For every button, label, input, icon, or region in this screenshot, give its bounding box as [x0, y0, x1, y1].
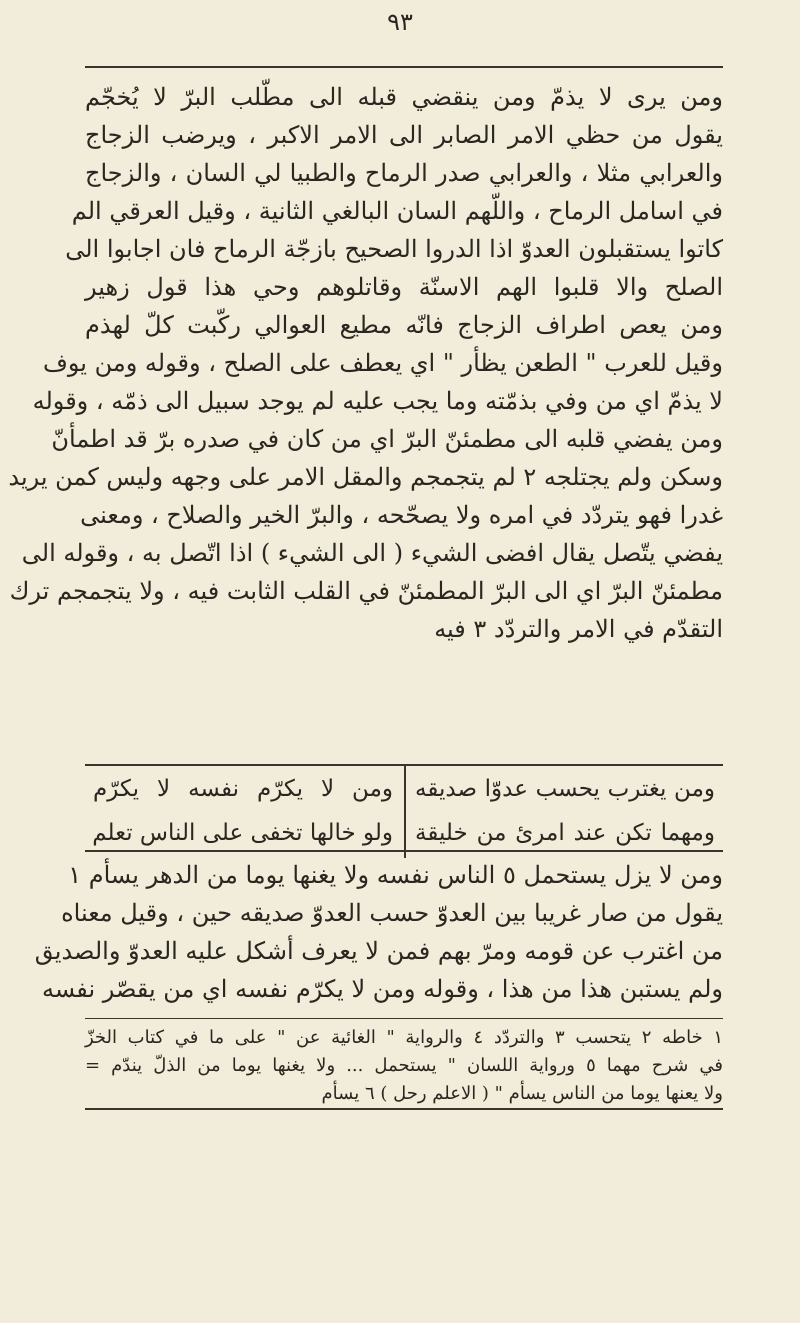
text-line: في اسامل الرماح ، واللّهم السان البالغي الثانية ، وقيل العرقي الم	[71, 197, 723, 225]
verse	[85, 766, 723, 810]
text-line: يفضي يتّصل يقال افضى الشيء ( الى الشيء ) اذا اتّصل به ، وقوله الى	[21, 539, 723, 567]
text-line: مطمئنّ البرّ اي الى البرّ المطمئنّ في القلب الثابت فيه ، ولا يتجمجم ترك	[9, 577, 723, 605]
footnote-line: ١ خاطه ٢ يتحسب ٣ والتردّد ٤ والرواية " الغائية عن " على ما في كتاب الخزّ	[85, 1027, 724, 1048]
verse-first-hemistich: ومهما تكن عند امرئ من خليقة	[415, 820, 715, 846]
footnote-rule	[85, 1018, 723, 1019]
text-line: التقدّم في الامر والتردّد ٣ فيه	[434, 615, 723, 643]
verse-separator-rule	[85, 850, 723, 852]
text-line: ومن يفضي قلبه الى مطمئنّ البرّ اي من كان في صدره برّ قد اطمأنّ	[51, 425, 723, 453]
text-line: ولم يستبن هذا من هذا ، وقوله ومن لا يكرّم نفسه اي من يقصّر نفسه	[42, 975, 723, 1003]
text-line: يقول من صار غريبا بين العدوّ حسب العدوّ صديقه حين ، وقيل معناه	[61, 899, 723, 927]
text-line: والعرابي مثلا ، والعرابي صدر الرماح والطبيا لي السان ، والزجاج	[85, 159, 723, 187]
text-line: ومن يعص اطراف الزجاج فانّه مطيع العوالي ركّبت كلّ لهذم	[85, 311, 723, 339]
text-line: ومن لا يزل يستحمل ٥ الناس نفسه ولا يغنها يوما من الدهر يسأم ١	[68, 861, 723, 889]
text-line: يقول من حظي الامر الصابر الى الامر الاكبر ، ويرضب الزجاج	[85, 121, 723, 149]
footnotes-block	[85, 1024, 723, 1108]
text-line: من اغترب عن قومه ومرّ بهم فمن لا يعرف أشكل عليه العدوّ والصديق	[34, 937, 723, 965]
commentary-block	[34, 856, 723, 1008]
header-rule	[85, 66, 723, 68]
poetry-verses	[85, 764, 723, 854]
bottom-rule	[85, 1108, 723, 1110]
main-text-block	[8, 78, 723, 648]
text-line: لا يذمّ اي من وفي بذمّته وما يجب عليه لم يوجد سبيل الى ذمّه ، وقوله	[32, 387, 723, 415]
text-line: كاتوا يستقبلون العدوّ اذا الدروا الصحيح بازجّة الرماح فان اجابوا الى	[65, 235, 723, 263]
verse-second-hemistich: ومن لا يكرّم نفسه لا يكرّم	[93, 776, 393, 802]
text-line: وقيل للعرب " الطعن يظأر " اي يعطف على الصلح ، وقوله ومن يوف	[43, 349, 723, 377]
verse-second-hemistich: ولو خالها تخفى على الناس تعلم	[92, 820, 393, 846]
footnote-line: ولا يعنها يوما من الناس يسأم " ( الاعلم رحل ) ٦ يسأم	[321, 1083, 723, 1104]
text-line: ومن يرى لا يذمّ ومن ينقضي قبله الى مطّلب البرّ لا يُخجّم	[85, 83, 723, 111]
footnote-line: في شرح مهما ٥ ورواية اللسان " يستحمل ... ولا يغنها يوما من الذلّ يندّم =	[85, 1055, 723, 1076]
page-number: ٩٣	[387, 8, 413, 36]
text-line: غدرا فهو يتردّد في امره ولا يصحّحه ، والبرّ الخير والصلاح ، ومعنى	[80, 501, 723, 529]
text-line: وسكن ولم يجتلجه ٢ لم يتجمجم والمقل الامر على وجهه وليس كمن يريد	[8, 463, 723, 491]
verse-first-hemistich: ومن يغترب يحسب عدوّا صديقه	[415, 776, 715, 802]
text-line: الصلح والا قلبوا الهم الاسنّة وقاتلوهم وحي هذا قول زهير	[85, 273, 723, 301]
verse	[85, 810, 723, 854]
